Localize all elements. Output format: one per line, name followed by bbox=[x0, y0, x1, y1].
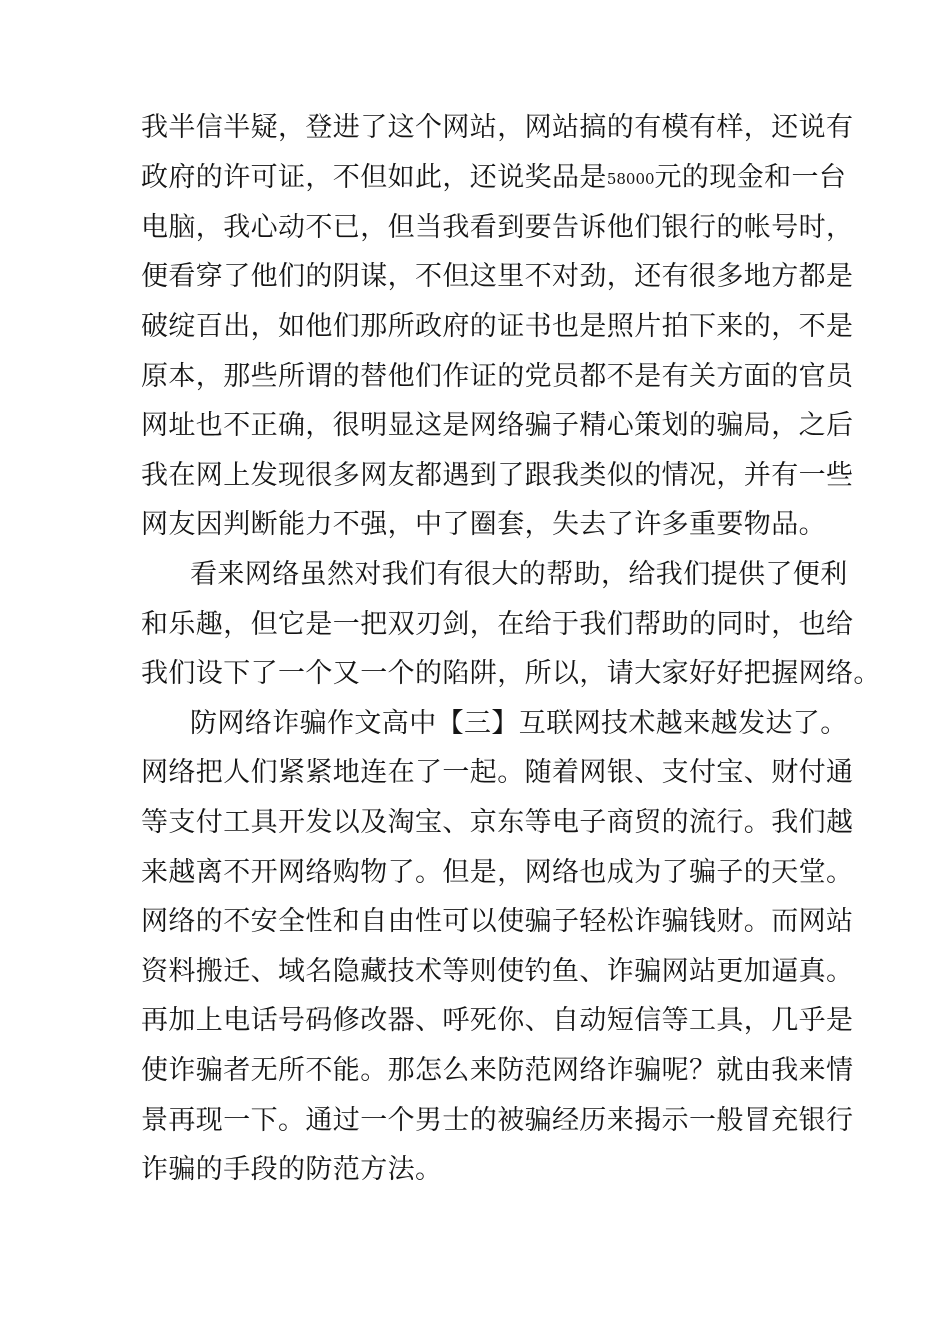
text-line: 使诈骗者无所不能。那怎么来防范网络诈骗呢？就由我来情 bbox=[141, 1055, 854, 1086]
text-line bbox=[141, 161, 846, 196]
text-line: 再加上电话号码修改器、呼死你、自动短信等工具，几乎是 bbox=[141, 1005, 854, 1036]
text-line: 破绽百出，如他们那所政府的证书也是照片拍下来的，不是 bbox=[141, 311, 854, 342]
text-line: 景再现一下。通过一个男士的被骗经历来揭示一般冒充银行 bbox=[141, 1105, 854, 1136]
text-line: 网友因判断能力不强，中了圈套，失去了许多重要物品。 bbox=[141, 509, 826, 540]
text-line: 网络的不安全性和自由性可以使骗子轻松诈骗钱财。而网站 bbox=[141, 906, 854, 937]
text-segment: 元的现金和一台 bbox=[654, 162, 847, 193]
text-line: 看来网络虽然对我们有很大的帮助，给我们提供了便利 bbox=[190, 559, 848, 590]
text-line: 防网络诈骗作文高中【三】互联网技术越来越发达了。 bbox=[190, 708, 848, 739]
text-line: 网络把人们紧紧地连在了一起。随着网银、支付宝、财付通 bbox=[141, 757, 854, 788]
text-line: 资料搬迁、域名隐藏技术等则使钓鱼、诈骗网站更加逼真。 bbox=[141, 956, 854, 987]
prize-amount: 58000 bbox=[606, 170, 655, 188]
text-line: 我在网上发现很多网友都遇到了跟我类似的情况，并有一些 bbox=[141, 460, 854, 491]
text-line: 和乐趣，但它是一把双刃剑，在给于我们帮助的同时，也给 bbox=[141, 609, 854, 640]
text-line: 我们设下了一个又一个的陷阱，所以，请大家好好把握网络。 bbox=[141, 658, 881, 689]
text-line: 我半信半疑，登进了这个网站，网站搞的有模有样，还说有 bbox=[141, 112, 854, 143]
text-line: 电脑，我心动不已，但当我看到要告诉他们银行的帐号时， bbox=[141, 212, 854, 243]
text-line: 便看穿了他们的阴谋，不但这里不对劲，还有很多地方都是 bbox=[141, 261, 854, 292]
text-line: 网址也不正确，很明显这是网络骗子精心策划的骗局，之后 bbox=[141, 410, 854, 441]
text-line: 来越离不开网络购物了。但是，网络也成为了骗子的天堂。 bbox=[141, 857, 854, 888]
text-line: 诈骗的手段的防范方法。 bbox=[141, 1154, 443, 1185]
text-segment: 政府的许可证，不但如此，还说奖品是 bbox=[141, 162, 607, 193]
text-line: 等支付工具开发以及淘宝、京东等电子商贸的流行。我们越 bbox=[141, 807, 854, 838]
text-line: 原本，那些所谓的替他们作证的党员都不是有关方面的官员 bbox=[141, 361, 854, 392]
